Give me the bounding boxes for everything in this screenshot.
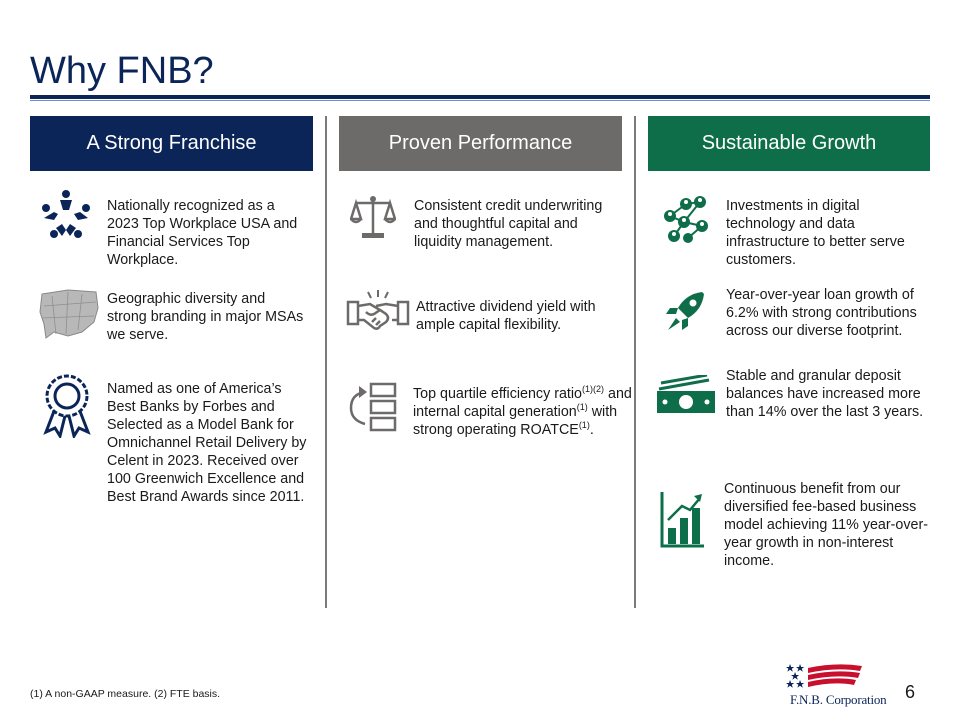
page-title: Why FNB? (30, 50, 214, 92)
efficiency-icon (347, 382, 399, 432)
logo-text: F.N.B. Corporation (790, 692, 887, 707)
cash-icon (655, 375, 717, 415)
column-divider (325, 116, 327, 608)
title-rule-thin (30, 100, 930, 101)
performance-item-3-text (413, 385, 633, 439)
franchise-item-2-text: Geographic diversity and strong branding in major MSAs we serve. (107, 291, 304, 343)
franchise-item-1-text: Nationally recognized as a 2023 Top Workplace USA and Financial Services Top Workplace. (107, 198, 298, 268)
franchise-item-3-text: Named as one of America’s Best Banks by Forbes and Selected as a Model Bank for Omnichannel Retail Delivery by Celent in 2023. Received over 100 Greenwich Excellence and Best Brand Awards since 2011. (107, 381, 307, 505)
capital-generation-text: and internal capital generation (413, 386, 632, 420)
page-number: 6 (905, 682, 916, 702)
award-ribbon-icon (42, 372, 92, 438)
map-icon (38, 288, 100, 340)
footnote-ref: (1)(2) (582, 384, 605, 395)
column-divider (634, 116, 636, 608)
period-text: . (589, 422, 594, 438)
performance-item-1-text: Consistent credit underwriting and thoughtful capital and liquidity management. (414, 198, 603, 250)
growth-item-2-text: Year-over-year loan growth of 6.2% with strong contributions across our diverse footprint. (726, 287, 917, 339)
column-header-growth: Sustainable Growth (648, 116, 930, 171)
column-header-performance: Proven Performance (339, 116, 622, 171)
footnote: (1) A non-GAAP measure. (2) FTE basis. (30, 688, 221, 700)
footnote-ref: (1) (578, 420, 590, 431)
column-header-franchise: A Strong Franchise (30, 116, 313, 171)
footnote-ref: (1) (576, 402, 588, 413)
growth-item-3-text: Stable and granular deposit balances have increased more than 14% over the last 3 years. (726, 368, 924, 420)
title-rule (30, 95, 930, 99)
rocket-icon (664, 290, 706, 334)
people-circle-icon (40, 188, 92, 240)
growth-chart-icon (660, 490, 706, 548)
growth-item-4-text: Continuous benefit from our diversified fee-based business model achieving 11% year-over-year growth in non-interest income. (724, 481, 928, 569)
growth-item-1-text: Investments in digital technology and data infrastructure to better serve customers. (726, 198, 905, 268)
performance-item-2-text: Attractive dividend yield with ample capital flexibility. (416, 299, 596, 333)
roatce-text: with strong operating ROATCE (413, 404, 618, 438)
handshake-icon (346, 288, 410, 336)
network-icon (658, 192, 710, 244)
efficiency-text: Top quartile efficiency ratio (413, 386, 583, 402)
scales-icon (350, 193, 396, 241)
